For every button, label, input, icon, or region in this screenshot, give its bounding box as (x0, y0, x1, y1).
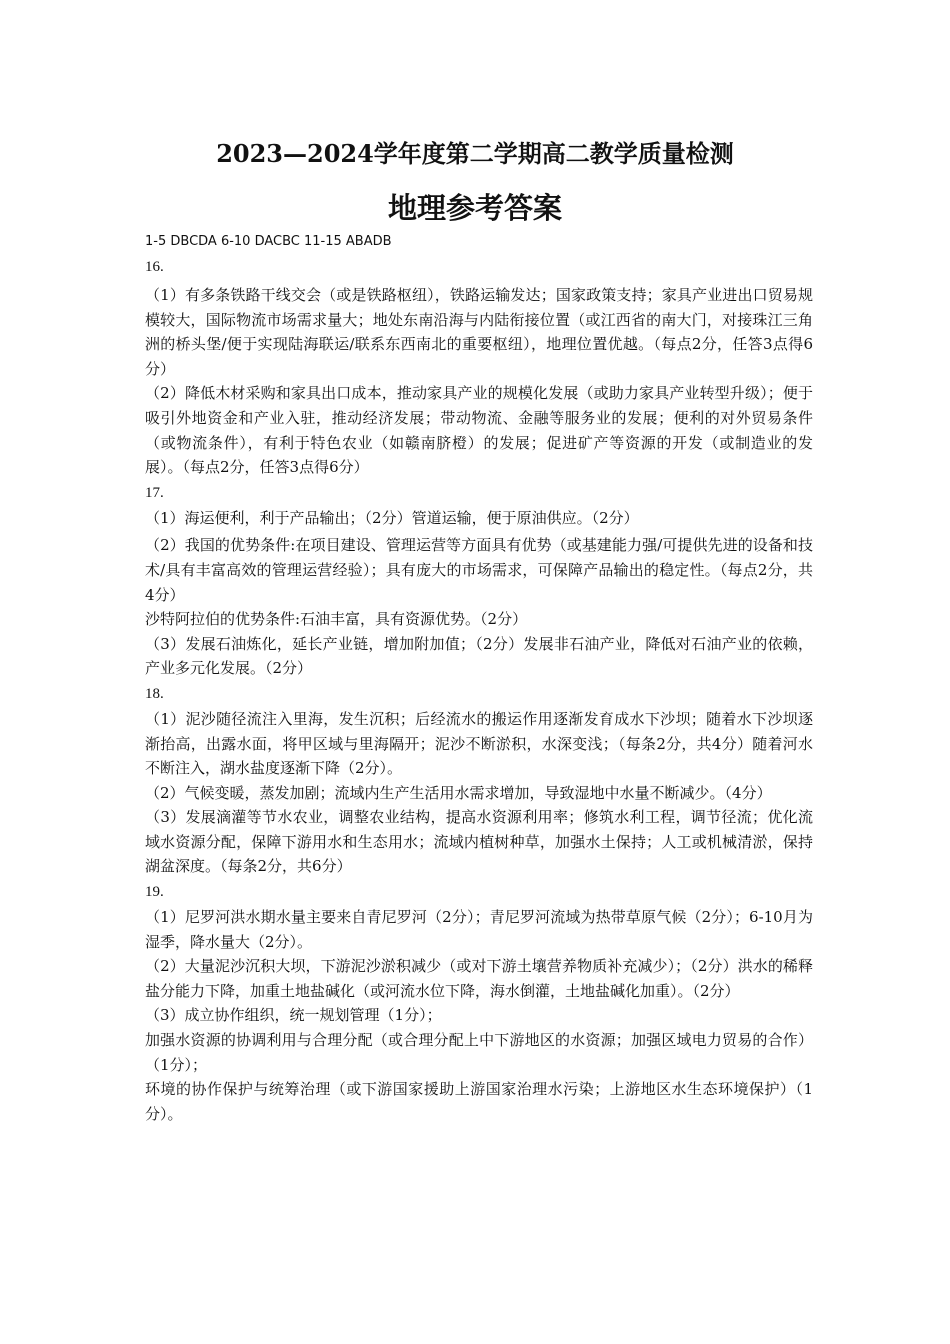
question-19-part-3c: 环境的协作保护与统筹治理（或下游国家援助上游国家治理水污染；上游地区水生态环境保护）（1分）。 (145, 1080, 813, 1123)
question-19-part-3b: 加强水资源的协调利用与合理分配（或合理分配上中下游地区的水资源；加强区域电力贸易的合作）（1分）； (145, 1031, 813, 1074)
question-17-part-1: （1）海运便利，利于产品输出；（2分）管道运输，便于原油供应。（2分） (145, 508, 639, 527)
question-18-part-3: （3）发展滴灌等节水农业，调整农业结构，提高水资源利用率；修筑水利工程，调节径流；优化流域水资源分配，保障下游用水和生态用水；流域内植树种草，加强水土保持；人工或机械清淤，保持湖盆深度。（每条2分，共6分） (145, 808, 813, 876)
document-subtitle: 地理参考答案 (387, 191, 562, 225)
question-16-part-2: （2）降低木材采购和家具出口成本，推动家具产业的规模化发展（或助力家具产业转型升级）；便于吸引外地资金和产业入驻，推动经济发展；带动物流、金融等服务业的发展；便利的对外贸易条件（或物流条件），有利于特色农业（如赣南脐橙）的发展；促进矿产等资源的开发（或制造业的发展）。（每点2分，任答3点得6分） (145, 384, 813, 477)
question-17-number: 17. (145, 484, 164, 501)
question-18-part-2: （2）气候变暖，蒸发加剧；流域内生产生活用水需求增加，导致湿地中水量不断减少。（4分） (145, 783, 772, 802)
question-19-number: 19. (145, 884, 164, 901)
question-17-part-2: （2）我国的优势条件:在项目建设、管理运营等方面具有优势（或基建能力强/可提供先进的设备和技术/具有丰富高效的管理运营经验）；具有庞大的市场需求，可保障产品输出的稳定性。（每点2分，共4分） (145, 536, 813, 604)
question-18-number: 18. (145, 685, 164, 702)
question-17-part-2b: 沙特阿拉伯的优势条件:石油丰富，具有资源优势。（2分） (145, 610, 528, 629)
answer-body (145, 230, 813, 1126)
question-19-part-3: （3）成立协作组织，统一规划管理（1分）； (145, 1006, 442, 1025)
choice-answers: 1-5 DBCDA 6-10 DACBC 11-15 ABADB (145, 234, 392, 249)
question-16-part-1: （1）有多条铁路干线交会（或是铁路枢纽），铁路运输发达；国家政策支持；家具产业进出口贸易规模较大，国际物流市场需求量大；地处东南沿海与内陆衔接位置（或江西省的南大门，对接珠江三角洲的桥头堡/便于实现陆海联运/联系东西南北的重要枢纽），地理位置优越。（每点2分，任答3点得6分） (145, 286, 813, 378)
question-16-number: 16. (145, 259, 164, 275)
question-18-part-1: （1）泥沙随径流注入里海，发生沉积；后经流水的搬运作用逐渐发育成水下沙坝；随着水下沙坝逐渐抬高，出露水面，将甲区域与里海隔开；泥沙不断淤积，水深变浅；（每条2分，共4分）随着河水不断注入，湖水盐度逐渐下降（2分）。 (145, 709, 813, 778)
document-title: 2023—2024学年度第二学期高二教学质量检测 (216, 139, 734, 168)
question-19-part-2: （2）大量泥沙沉积大坝，下游泥沙淤积减少（或对下游土壤营养物质补充减少）；（2分）洪水的稀释盐分能力下降，加重土地盐碱化（或河流水位下降，海水倒灌，土地盐碱化加重）。（2分） (145, 957, 813, 1000)
question-17-part-3: （3）发展石油炼化，延长产业链，增加附加值；（2分）发展非石油产业，降低对石油产业的依赖，产业多元化发展。（2分） (145, 634, 813, 678)
question-19-part-1: （1）尼罗河洪水期水量主要来自青尼罗河（2分）；青尼罗河流域为热带草原气候（2分）；6-10月为湿季，降水量大（2分）。 (145, 908, 813, 951)
